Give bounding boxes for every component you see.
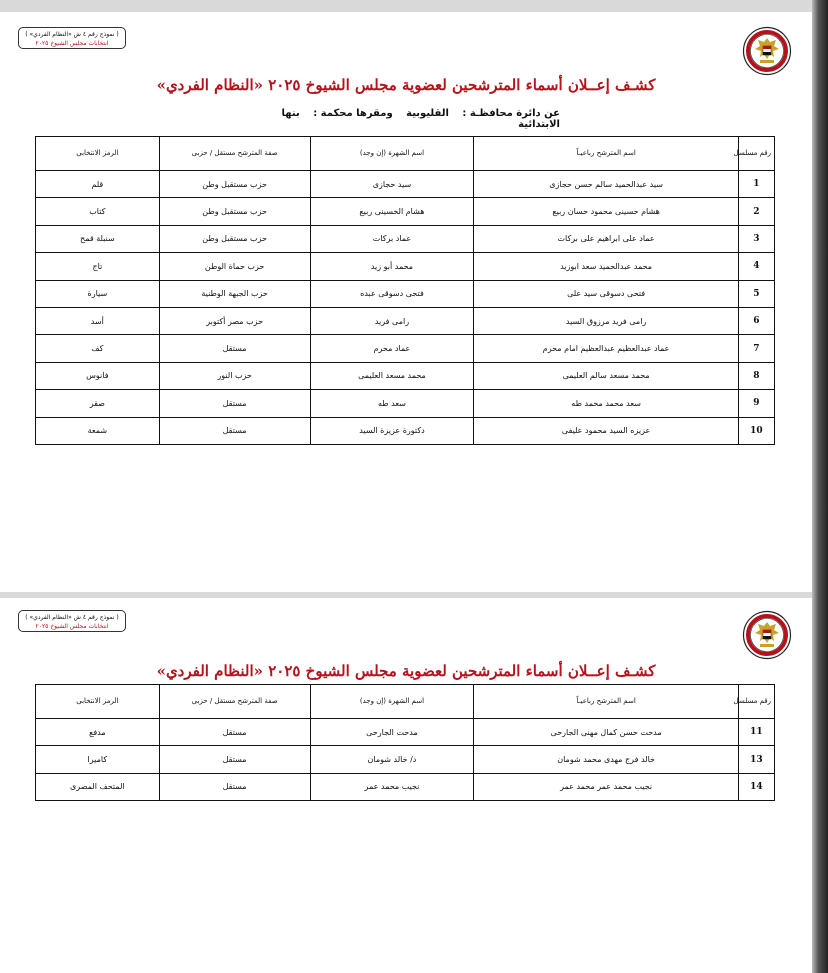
candidate-name-cell: هشام حسينى محمود حسان ربيع — [474, 198, 738, 225]
candidate-name-cell: مدحت حسن كمال مهنى الجارحى — [474, 719, 738, 746]
status-cell: حزب حماة الوطن — [159, 253, 310, 280]
status-cell: مستقل — [159, 417, 310, 444]
symbol-cell: مدفع — [36, 719, 160, 746]
candidate-name-cell: سعد محمد محمد طه — [474, 390, 738, 417]
header-serial: رقم مسلسل — [738, 137, 774, 171]
table-row — [36, 390, 775, 417]
district-value: القليوبية — [406, 108, 449, 119]
serial-cell: 6 — [738, 307, 774, 334]
serial-cell: 14 — [738, 773, 774, 800]
serial-cell: 11 — [738, 719, 774, 746]
nickname-cell: نجيب محمد عمر — [310, 773, 474, 800]
page-title: كشـف إعــلان أسماء المترشحين لعضوية مجلس الشيوخ ٢٠٢٥ «النظام الفردي» — [156, 76, 656, 94]
nickname-cell: سعد طه — [310, 390, 474, 417]
table-row — [36, 362, 775, 389]
candidate-name-cell: نجيب محمد عمر محمد عمر — [474, 773, 738, 800]
nickname-cell: مدحت الجارحى — [310, 719, 474, 746]
header-nickname: اسم الشهرة (إن وجد) — [310, 685, 474, 719]
table-row — [36, 280, 775, 307]
form-number-box — [18, 27, 126, 49]
serial-cell: 10 — [738, 417, 774, 444]
nickname-cell: رامى فريد — [310, 307, 474, 334]
nickname-cell: دكتورة عزيزة السيد — [310, 417, 474, 444]
header-status: صفة المترشح مستقل / حزبى — [159, 685, 310, 719]
header-symbol: الرمز الانتخابى — [36, 137, 160, 171]
serial-cell: 13 — [738, 746, 774, 773]
header-name: اسم المترشح رباعيـاً — [474, 685, 738, 719]
symbol-cell: أسد — [36, 307, 160, 334]
header-symbol: الرمز الانتخابى — [36, 685, 160, 719]
egypt-emblem-icon — [742, 610, 792, 660]
table-row — [36, 417, 775, 444]
candidates-table-page-2 — [35, 684, 775, 801]
status-cell: مستقل — [159, 773, 310, 800]
court-value: بنها الابتدائية — [281, 108, 560, 130]
window-edge-shadow — [812, 0, 828, 973]
candidate-name-cell: محمد عبدالحميد سعد ابوزيد — [474, 253, 738, 280]
table-row — [36, 253, 775, 280]
court-label: ومقرها محكمة : — [313, 108, 393, 119]
serial-cell: 1 — [738, 171, 774, 198]
egypt-emblem-icon — [742, 26, 792, 76]
candidate-name-cell: عماد عبدالعظيم عبدالعظيم امام محرم — [474, 335, 738, 362]
district-label: عن دائرة محافظـة : — [462, 108, 560, 119]
header-name: اسم المترشح رباعيـاً — [474, 137, 738, 171]
nickname-cell: فتحى دسوقى عبده — [310, 280, 474, 307]
header-nickname: اسم الشهرة (إن وجد) — [310, 137, 474, 171]
status-cell: مستقل — [159, 335, 310, 362]
symbol-cell: سنبلة قمح — [36, 225, 160, 252]
symbol-cell: كتاب — [36, 198, 160, 225]
symbol-cell: كف — [36, 335, 160, 362]
serial-cell: 8 — [738, 362, 774, 389]
serial-cell: 7 — [738, 335, 774, 362]
serial-cell: 9 — [738, 390, 774, 417]
symbol-cell: تاج — [36, 253, 160, 280]
candidate-name-cell: فتحى دسوقى سيد على — [474, 280, 738, 307]
document-page-2 — [0, 598, 812, 973]
table-header-row — [36, 685, 775, 719]
candidates-table-page-1 — [35, 136, 775, 445]
table-row — [36, 198, 775, 225]
nickname-cell: سيد حجازى — [310, 171, 474, 198]
serial-cell: 5 — [738, 280, 774, 307]
nickname-cell: محمد أبو زيد — [310, 253, 474, 280]
form-number-box — [18, 610, 126, 632]
table-row — [36, 171, 775, 198]
table-row — [36, 335, 775, 362]
status-cell: حزب النور — [159, 362, 310, 389]
form-number-line2: انتخابات مجلس الشيوخ ٢٠٢٥ — [35, 40, 109, 47]
header-serial: رقم مسلسل — [738, 685, 774, 719]
symbol-cell: سيارة — [36, 280, 160, 307]
candidate-name-cell: سيد عبدالحميد سالم حسن حجازى — [474, 171, 738, 198]
candidate-name-cell: رامى فريد مرزوق السيد — [474, 307, 738, 334]
table-row — [36, 719, 775, 746]
symbol-cell: فانوس — [36, 362, 160, 389]
symbol-cell: شمعة — [36, 417, 160, 444]
candidate-name-cell: خالد فرج مهدى محمد شومان — [474, 746, 738, 773]
table-row — [36, 225, 775, 252]
status-cell: حزب مصر أكتوبر — [159, 307, 310, 334]
nickname-cell: هشام الحسينى ربيع — [310, 198, 474, 225]
status-cell: مستقل — [159, 746, 310, 773]
table-row — [36, 746, 775, 773]
candidate-name-cell: عزيزه السيد محمود عليفى — [474, 417, 738, 444]
nickname-cell: عماد محرم — [310, 335, 474, 362]
status-cell: حزب الجبهة الوطنية — [159, 280, 310, 307]
document-page-1 — [0, 12, 812, 592]
symbol-cell: كاميرا — [36, 746, 160, 773]
status-cell: حزب مستقبل وطن — [159, 198, 310, 225]
form-number-line1: ( نموذج رقم ٤ ش «النظام الفردي» ) — [25, 614, 119, 621]
status-cell: مستقل — [159, 390, 310, 417]
symbol-cell: صقر — [36, 390, 160, 417]
table-row — [36, 307, 775, 334]
serial-cell: 3 — [738, 225, 774, 252]
page-title: كشـف إعــلان أسماء المترشحين لعضوية مجلس الشيوخ ٢٠٢٥ «النظام الفردي» — [156, 662, 656, 680]
nickname-cell: د/ خالد شومان — [310, 746, 474, 773]
serial-cell: 4 — [738, 253, 774, 280]
nickname-cell: محمد مسعد العليمى — [310, 362, 474, 389]
nickname-cell: عماد بركات — [310, 225, 474, 252]
status-cell: حزب مستقبل وطن — [159, 225, 310, 252]
table-header-row — [36, 137, 775, 171]
symbol-cell: قلم — [36, 171, 160, 198]
district-line — [240, 108, 560, 130]
status-cell: حزب مستقبل وطن — [159, 171, 310, 198]
status-cell: مستقل — [159, 719, 310, 746]
candidate-name-cell: عماد على ابراهيم على بركات — [474, 225, 738, 252]
form-number-line2: انتخابات مجلس الشيوخ ٢٠٢٥ — [35, 623, 109, 630]
symbol-cell: المتحف المصرى — [36, 773, 160, 800]
header-status: صفة المترشح مستقل / حزبى — [159, 137, 310, 171]
form-number-line1: ( نموذج رقم ٤ ش «النظام الفردي» ) — [25, 31, 119, 38]
serial-cell: 2 — [738, 198, 774, 225]
candidate-name-cell: محمد مسعد سالم العليمى — [474, 362, 738, 389]
table-row — [36, 773, 775, 800]
